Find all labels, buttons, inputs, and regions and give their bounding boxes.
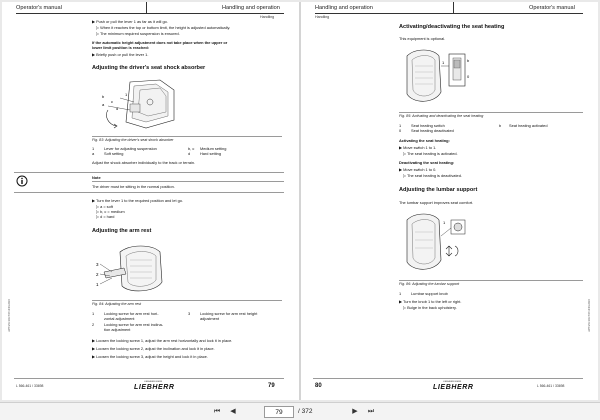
step-line: ▶ Move switch 1 to 1. <box>399 145 437 150</box>
subheader: Handling <box>315 15 330 19</box>
fig84-label-3: 3 <box>96 262 99 267</box>
page-navigation-toolbar <box>0 402 600 420</box>
fig84-label-1: 1 <box>96 282 99 287</box>
page-total: / 372 <box>298 408 313 415</box>
header-divider <box>146 2 147 13</box>
figure-83-caption: Fig. 83: Adjusting the driver's seat shock absorber <box>92 138 174 142</box>
legend-key: 1 <box>92 311 95 316</box>
figure-83-shock-absorber <box>90 76 180 136</box>
step-line: ▶ Loosen the locking screw 1, adjust the arm rest horizontally and lock it in place. <box>92 338 233 343</box>
step-line: ▶ Move switch 1 to 0. <box>399 167 437 172</box>
last-page-icon[interactable]: ⏭ <box>367 408 375 415</box>
legend-value: Lever for adjusting suspension <box>104 146 157 151</box>
info-icon <box>16 175 28 187</box>
legend-value: Locking screw for arm rest inclina- <box>104 322 164 327</box>
legend-key: 1 <box>399 291 402 296</box>
figure-86-caption: Fig. 86: Adjusting the lumbar support <box>399 282 460 286</box>
step-line: ▶ Turn the knob 1 to the left or right. <box>399 299 462 304</box>
header-left: Handling and operation <box>315 5 373 11</box>
header-divider <box>453 2 454 13</box>
vertical-doc-code: LWH/V01/R01/T07/10/03-2020 <box>588 299 591 332</box>
subheader: Handling <box>260 15 275 19</box>
legend-key: 0 <box>399 128 402 133</box>
fig83-label-d: d <box>116 106 119 111</box>
section-title-seat-heating: Activating/deactivating the seat heating <box>399 24 505 30</box>
legend-value: Locking screw for arm rest hori- <box>104 311 159 316</box>
optional-text: This equipment is optional. <box>399 36 446 41</box>
vertical-doc-code: LWH/V01/R01/T07/10/03-2020 <box>8 299 11 332</box>
legend-value: Medium setting <box>200 146 227 151</box>
legend-key: a <box>92 151 95 156</box>
header-right: Operator's manual <box>529 5 575 11</box>
result-line: ▷ Bulge in the back upholstery. <box>403 305 457 310</box>
figure-84-caption: Fig. 84: Adjusting the arm rest <box>92 302 142 306</box>
legend-value: Lumbar support knob <box>411 291 448 296</box>
note-text: The driver must be sitting in the normal position. <box>92 184 175 189</box>
result-line: ▷ b, c = medium <box>96 209 125 214</box>
figure-85-seat-heating <box>397 48 477 110</box>
liebherr-logo: LIEBHERR <box>433 384 474 391</box>
liebherr-logo: LIEBHERR <box>134 384 175 391</box>
legend-value: Soft setting <box>104 151 124 156</box>
footer-doc-id: L 566-461 / 33698 <box>16 384 44 388</box>
note-title: Note <box>92 175 101 180</box>
note-rule-top <box>14 172 284 173</box>
step-line: ▶ Turn the lever 1 to the required position and let go. <box>92 198 184 203</box>
result-line: ▷ d = hard <box>96 214 115 219</box>
figure-rule <box>92 300 282 301</box>
note-rule-bottom <box>14 192 284 193</box>
bold-note: If the automatic height adjustment does not take place when the upper or <box>92 40 228 45</box>
step-line: ▶ Loosen the locking screw 3, adjust the height and lock it in place. <box>92 354 208 359</box>
figure-84-arm-rest <box>90 242 182 298</box>
footer-rule <box>313 378 583 379</box>
legend-key: b <box>499 123 502 128</box>
first-page-icon[interactable]: ⏮ <box>213 408 221 415</box>
legend-value: zontal adjustment <box>104 316 135 321</box>
result-line: ▷ The seat heating is deactivated. <box>403 173 462 178</box>
figure-86-lumbar-support <box>397 212 477 278</box>
fig83-label-a: a <box>102 102 105 107</box>
fig85-label-1: 1 <box>442 60 445 65</box>
figure-rule <box>399 112 583 113</box>
previous-page-icon[interactable]: ◀ <box>230 408 236 415</box>
result-line: ▷ The minimum required suspension is ensured. <box>96 31 180 36</box>
legend-value: Seat heating activated <box>509 123 548 128</box>
legend-value: Seat heating deactivated <box>411 128 454 133</box>
result-line: ▷ a = soft <box>96 204 113 209</box>
legend-value: tion adjustment <box>104 327 131 332</box>
header-rule <box>16 13 284 14</box>
header-rule <box>315 13 583 14</box>
step-line: ▶ Loosen the locking screw 2, adjust the inclination and lock it in place. <box>92 346 215 351</box>
legend-key: d <box>188 151 191 156</box>
next-page-icon[interactable]: ▶ <box>352 408 358 415</box>
legend-value: adjustment <box>200 316 220 321</box>
footer-doc-id: L 566-461 / 33698 <box>537 384 565 388</box>
figure-rule <box>92 136 282 137</box>
step-line: ▶ Push or pull the lever 1 as far as it will go. <box>92 19 168 24</box>
footer-brand-small: LIEBHERR-WERK <box>443 381 462 383</box>
page-80 <box>301 2 598 400</box>
figure-rule <box>399 280 583 281</box>
deactivate-title: Deactivating the seat heating: <box>399 160 455 165</box>
page-number: 79 <box>268 383 275 389</box>
fig84-label-2: 2 <box>96 272 99 277</box>
adjust-text: Adjust the shock absorber individually to the track or terrain. <box>92 160 196 165</box>
legend-value: Hard setting <box>200 151 221 156</box>
fig83-label-b: b <box>102 94 105 99</box>
result-line: ▷ The seat heating is activated. <box>403 151 458 156</box>
result-line: ▷ When it reaches the top or bottom limit, the height is adjusted automatically. <box>96 25 231 30</box>
page-number: 80 <box>315 383 322 389</box>
fig86-label-1: 1 <box>443 220 446 225</box>
figure-85-caption: Fig. 85: Activating and deactivating the seat heating <box>399 114 484 118</box>
step-line: ▶ Briefly push or pull the lever 1. <box>92 52 149 57</box>
bold-note: lower limit position is reached: <box>92 45 150 50</box>
header-left: Operator's manual <box>16 5 62 11</box>
legend-value: Locking screw for arm rest height <box>200 311 258 316</box>
legend-key: 2 <box>92 322 95 327</box>
lumbar-text: The lumbar support improves seat comfort. <box>399 200 474 205</box>
page-number-input[interactable] <box>264 406 294 418</box>
page-79 <box>2 2 299 400</box>
note-rule-mid <box>92 181 284 182</box>
legend-value: Seat heating switch <box>411 123 445 128</box>
legend-key: b, c <box>188 146 195 151</box>
footer-rule <box>14 378 284 379</box>
footer-brand-small: LIEBHERR-WERK <box>144 381 163 383</box>
activate-title: Activating the seat heating: <box>399 138 450 143</box>
fig83-label-c: c <box>111 99 113 104</box>
section-title-shock-absorber: Adjusting the driver's seat shock absorber <box>92 65 206 71</box>
fig85-label-b: b <box>467 58 470 63</box>
legend-key: 1 <box>399 123 402 128</box>
section-title-arm-rest: Adjusting the arm rest <box>92 228 152 234</box>
fig85-label-0: 0 <box>467 74 470 79</box>
header-right: Handling and operation <box>222 5 280 11</box>
fig83-label-1: 1 <box>125 92 128 97</box>
legend-key: 1 <box>92 146 95 151</box>
section-title-lumbar: Adjusting the lumbar support <box>399 187 478 193</box>
legend-key: 3 <box>188 311 191 316</box>
